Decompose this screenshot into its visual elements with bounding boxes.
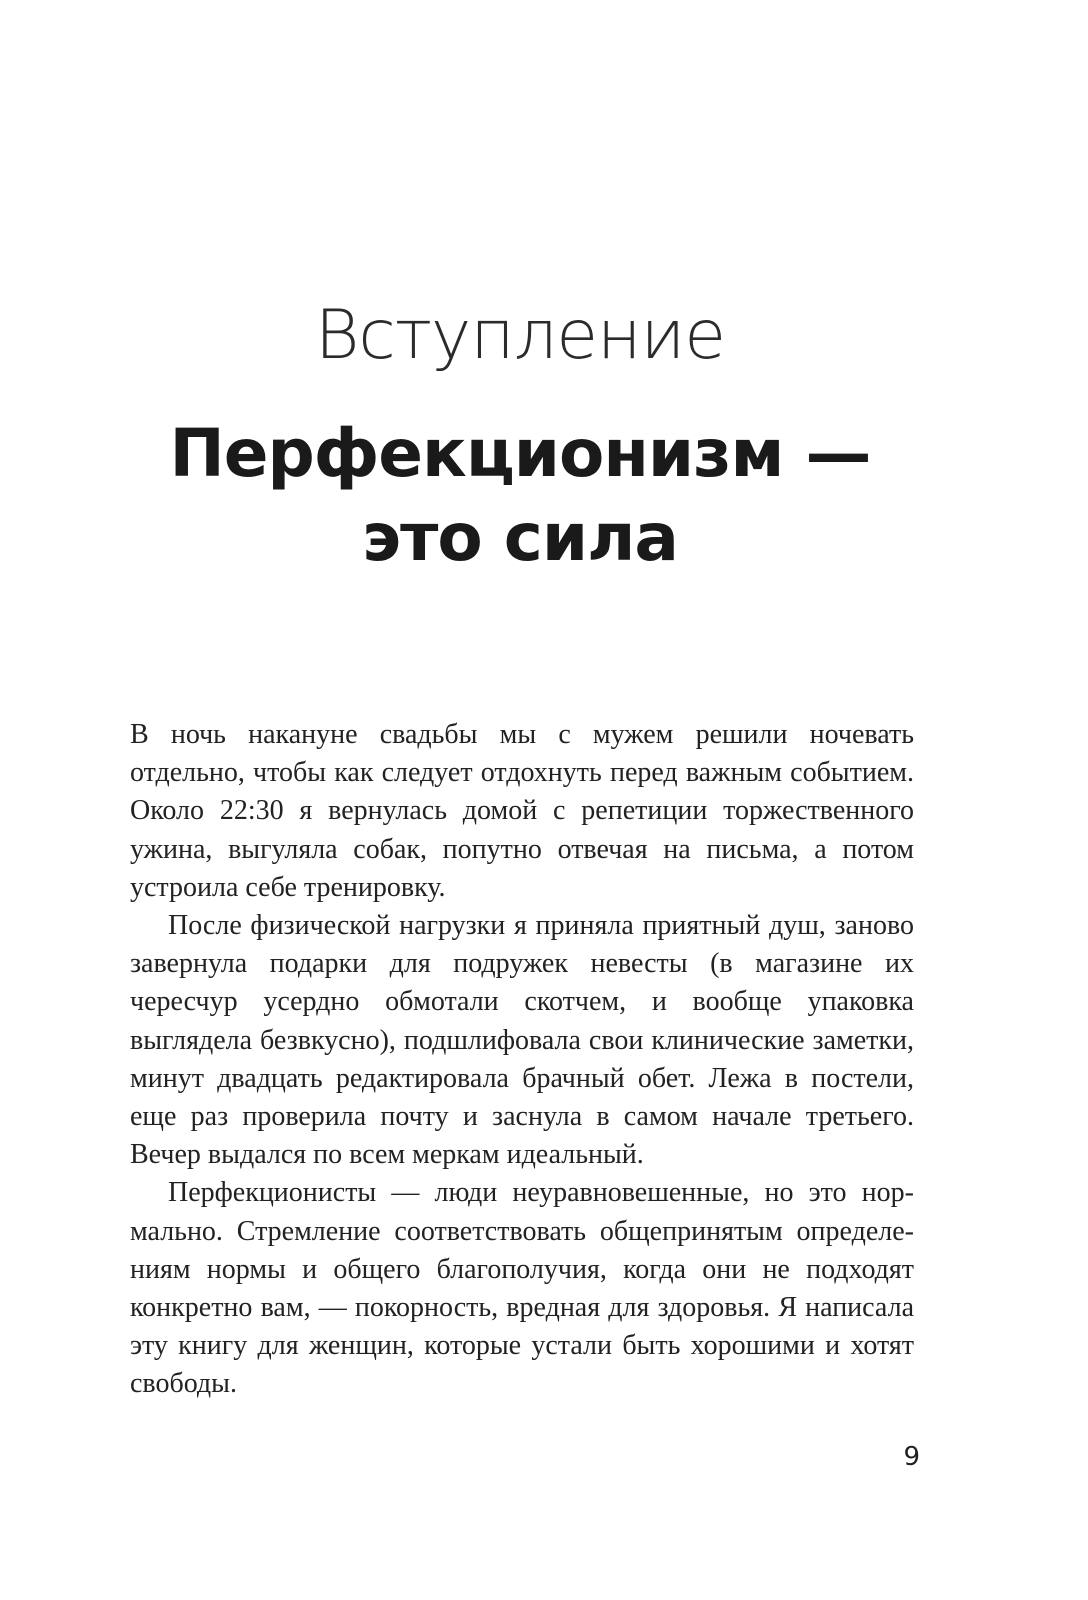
chapter-label: Вступление: [314, 296, 726, 375]
paragraph-3: Перфекционисты — люди неуравновешенные, но это нормально. Стремление соответствовать общепринятым определениям нормы и общего благополучия, когда они не подходят конкретно вам, — покорность, вредная для здоровья. Я написала эту книгу для женщин, которые устали быть хорошими и хотят свободы.: [130, 1177, 914, 1400]
chapter-title-line-2: это сила: [362, 499, 678, 576]
paragraph-2: После физической нагрузки я приняла приятный душ, заново завернула подарки для подружек невесты (в магазине их чересчур усердно обмотали скотчем, и вообще упаковка выглядела безвкусно), подшлифовала свои клинические заметки, минут двадцать редактировала брачный обет. Лежа в постели, еще раз проверила почту и заснула в самом начале третьего. Вечер выдался по всем меркам идеальный.: [130, 910, 914, 1171]
paragraph-1: В ночь накануне свадьбы мы с мужем решили ночевать отдельно, чтобы как следует отдохнуть перед важным событием. Около 22:30 я вернулась домой с репетиции торжественного ужина, выгуляла собак, попутно отвечая на письма, а потом устроила себе тренировку.: [130, 719, 914, 903]
page-number: 9: [903, 1442, 920, 1472]
chapter-title-line-1: Перфекционизм —: [169, 415, 871, 492]
chapter-title: [0, 412, 1040, 580]
body-text: [130, 716, 914, 1404]
